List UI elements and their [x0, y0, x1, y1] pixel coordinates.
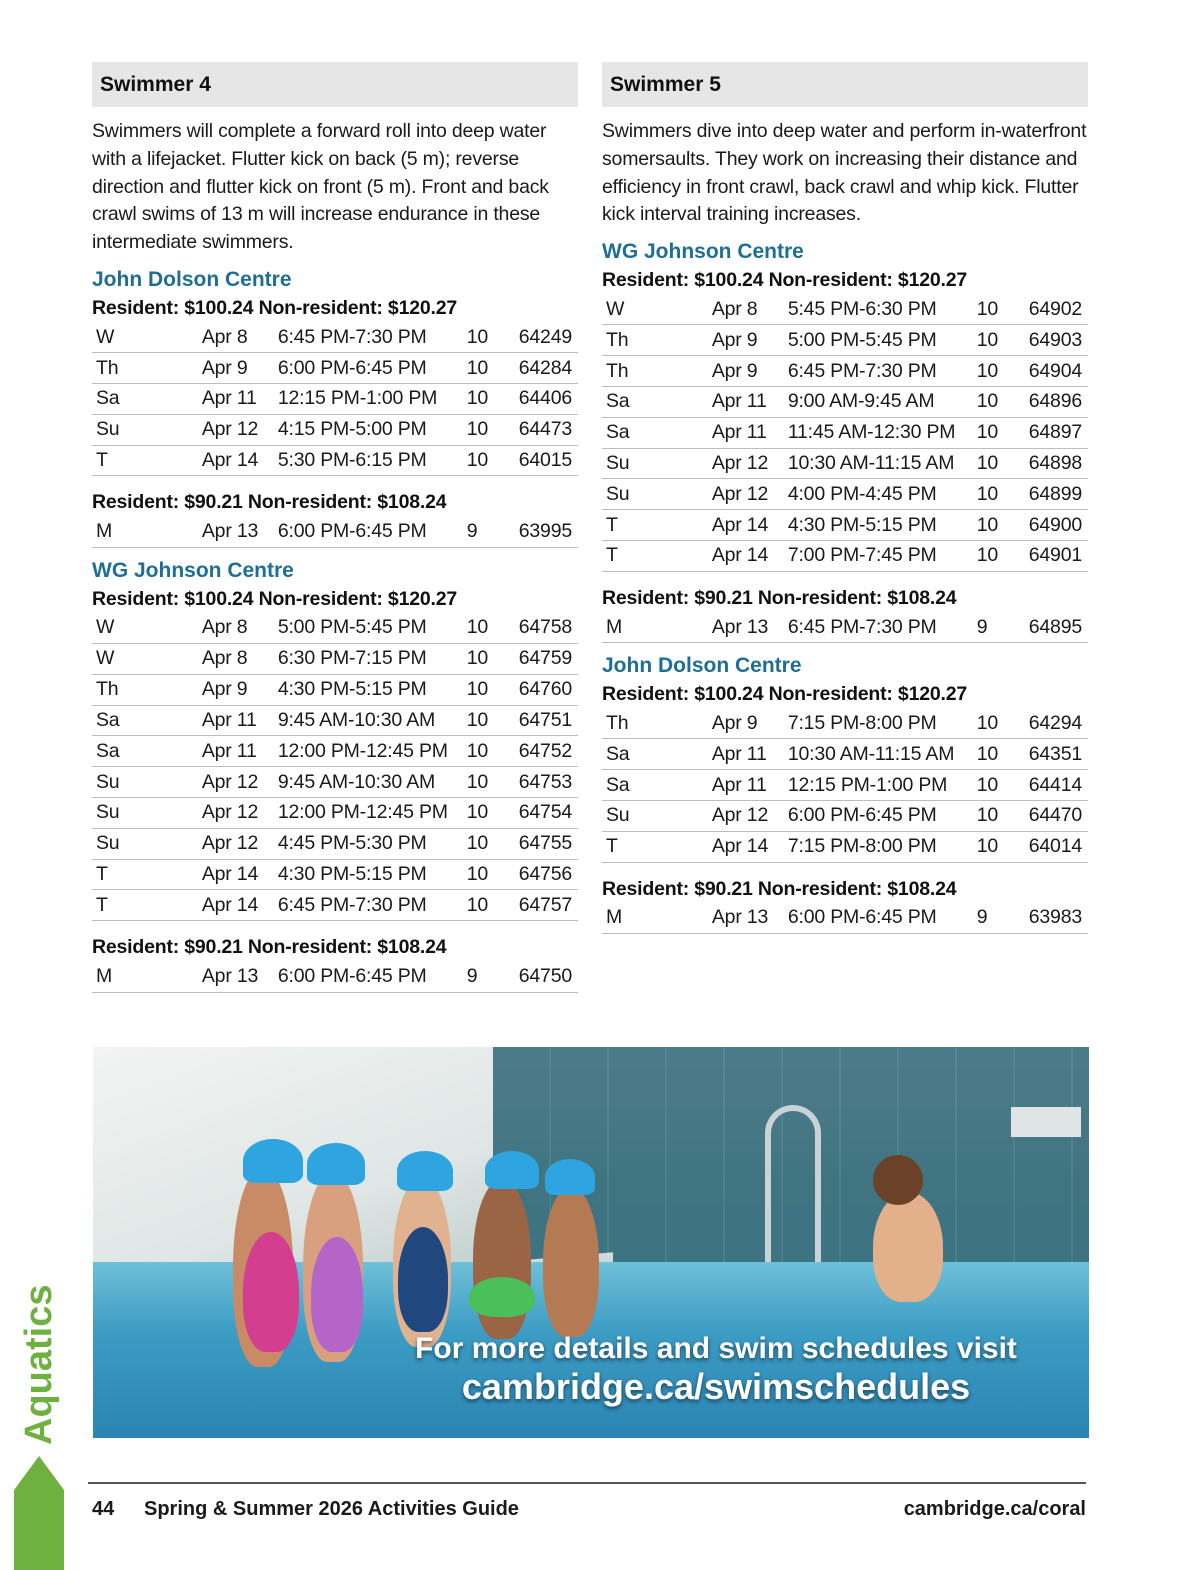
table-row	[92, 767, 578, 798]
date-cell: Apr 12	[198, 414, 274, 445]
price-line: Resident: $100.24 Non-resident: $120.27	[92, 587, 458, 610]
weeks-cell: 10	[463, 613, 515, 644]
date-cell: Apr 13	[708, 903, 784, 934]
table-row	[602, 708, 1088, 739]
table-row	[92, 384, 578, 415]
weeks-cell: 10	[463, 736, 515, 767]
price-line: Resident: $90.21 Non-resident: $108.24	[602, 877, 957, 900]
footer-url[interactable]: cambridge.ca/coral	[903, 1498, 1086, 1520]
photo-swim-cap-3	[397, 1151, 453, 1191]
weeks-cell: 10	[973, 708, 1025, 739]
table-row	[602, 479, 1088, 510]
date-cell: Apr 12	[198, 798, 274, 829]
time-cell: 4:00 PM-4:45 PM	[784, 479, 973, 510]
table-row	[602, 510, 1088, 541]
photo-swim-cap-5	[545, 1159, 595, 1195]
day-cell: W	[602, 294, 708, 325]
day-cell: T	[92, 890, 198, 921]
course-code-cell: 64904	[1025, 356, 1088, 387]
course-code-cell: 63995	[515, 516, 578, 547]
weeks-cell: 10	[463, 644, 515, 675]
date-cell: Apr 14	[198, 890, 274, 921]
table-row	[602, 541, 1088, 572]
table-row	[602, 294, 1088, 325]
weeks-cell: 9	[973, 903, 1025, 934]
course-code-cell: 64294	[1025, 708, 1088, 739]
table-row	[602, 612, 1088, 643]
day-cell: Su	[92, 798, 198, 829]
course-code-cell: 64895	[1025, 612, 1088, 643]
photo-swim-cap-1	[243, 1139, 303, 1183]
time-cell: 9:45 AM-10:30 AM	[274, 705, 463, 736]
time-cell: 5:00 PM-5:45 PM	[784, 325, 973, 356]
date-cell: Apr 11	[198, 384, 274, 415]
time-cell: 6:45 PM-7:30 PM	[274, 890, 463, 921]
day-cell: W	[92, 322, 198, 353]
time-cell: 7:15 PM-8:00 PM	[784, 708, 973, 739]
course-code-cell: 64249	[515, 322, 578, 353]
location-heading: John Dolson Centre	[92, 267, 292, 291]
weeks-cell: 10	[973, 387, 1025, 418]
photo-child-3-swimsuit	[398, 1227, 448, 1332]
price-line: Resident: $90.21 Non-resident: $108.24	[92, 491, 447, 514]
weeks-cell: 10	[973, 356, 1025, 387]
date-cell: Apr 9	[708, 325, 784, 356]
time-cell: 4:15 PM-5:00 PM	[274, 414, 463, 445]
weeks-cell: 9	[463, 961, 515, 992]
weeks-cell: 10	[463, 705, 515, 736]
weeks-cell: 10	[463, 828, 515, 859]
schedule-table	[92, 516, 578, 547]
swimmer-4-heading: Swimmer 4	[92, 62, 578, 107]
photo-instructor-hair	[873, 1155, 923, 1205]
course-code-cell: 64898	[1025, 448, 1088, 479]
course-code-cell: 64897	[1025, 417, 1088, 448]
price-line: Resident: $100.24 Non-resident: $120.27	[92, 296, 458, 319]
course-code-cell: 64750	[515, 961, 578, 992]
date-cell: Apr 12	[708, 801, 784, 832]
weeks-cell: 10	[463, 445, 515, 476]
course-code-cell: 64014	[1025, 831, 1088, 862]
weeks-cell: 10	[463, 322, 515, 353]
course-code-cell: 64902	[1025, 294, 1088, 325]
swimmer-5-column	[602, 62, 1088, 934]
day-cell: M	[92, 516, 198, 547]
course-code-cell: 63983	[1025, 903, 1088, 934]
course-code-cell: 64752	[515, 736, 578, 767]
date-cell: Apr 11	[708, 387, 784, 418]
date-cell: Apr 12	[708, 479, 784, 510]
side-tab-arrow-icon	[14, 1456, 64, 1490]
date-cell: Apr 14	[708, 831, 784, 862]
date-cell: Apr 14	[708, 541, 784, 572]
price-line: Resident: $100.24 Non-resident: $120.27	[602, 683, 968, 706]
day-cell: Sa	[602, 739, 708, 770]
photo-pool-ladder	[765, 1105, 821, 1285]
weeks-cell: 10	[973, 294, 1025, 325]
time-cell: 12:00 PM-12:45 PM	[274, 798, 463, 829]
course-code-cell: 64760	[515, 674, 578, 705]
weeks-cell: 10	[463, 674, 515, 705]
date-cell: Apr 14	[198, 445, 274, 476]
swimmer-4-sections	[92, 266, 578, 993]
day-cell: M	[92, 961, 198, 992]
weeks-cell: 10	[463, 384, 515, 415]
time-cell: 7:15 PM-8:00 PM	[784, 831, 973, 862]
time-cell: 6:45 PM-7:30 PM	[784, 356, 973, 387]
day-cell: M	[602, 612, 708, 643]
time-cell: 12:15 PM-1:00 PM	[784, 770, 973, 801]
table-row	[602, 356, 1088, 387]
table-row	[92, 516, 578, 547]
price-line: Resident: $100.24 Non-resident: $120.27	[602, 269, 968, 292]
weeks-cell: 9	[463, 516, 515, 547]
course-code-cell: 64758	[515, 613, 578, 644]
day-cell: Sa	[602, 770, 708, 801]
table-row	[92, 644, 578, 675]
time-cell: 10:30 AM-11:15 AM	[784, 739, 973, 770]
date-cell: Apr 12	[198, 767, 274, 798]
table-row	[602, 831, 1088, 862]
day-cell: T	[602, 510, 708, 541]
swim-lesson-photo	[93, 1047, 1089, 1438]
day-cell: Th	[602, 356, 708, 387]
location-heading: WG Johnson Centre	[92, 558, 294, 582]
table-row	[92, 961, 578, 992]
course-code-cell: 64406	[515, 384, 578, 415]
banner-caption	[93, 1331, 1089, 1407]
course-code-cell: 64899	[1025, 479, 1088, 510]
swimmer-5-sections	[602, 238, 1088, 934]
table-row	[92, 859, 578, 890]
date-cell: Apr 8	[198, 322, 274, 353]
footer-guide-title: Spring & Summer 2026 Activities Guide	[144, 1498, 519, 1520]
time-cell: 6:00 PM-6:45 PM	[274, 353, 463, 384]
time-cell: 6:45 PM-7:30 PM	[784, 612, 973, 643]
date-cell: Apr 12	[708, 448, 784, 479]
schedule-table	[602, 708, 1088, 862]
time-cell: 12:00 PM-12:45 PM	[274, 736, 463, 767]
time-cell: 5:45 PM-6:30 PM	[784, 294, 973, 325]
date-cell: Apr 8	[198, 613, 274, 644]
course-code-cell: 64351	[1025, 739, 1088, 770]
photo-child-4-trunks	[469, 1277, 535, 1317]
table-row	[92, 613, 578, 644]
price-line: Resident: $90.21 Non-resident: $108.24	[602, 586, 957, 609]
day-cell: Sa	[92, 384, 198, 415]
weeks-cell: 10	[463, 767, 515, 798]
table-row	[92, 353, 578, 384]
footer-divider	[88, 1482, 1086, 1484]
day-cell: W	[92, 613, 198, 644]
table-row	[92, 798, 578, 829]
time-cell: 11:45 AM-12:30 PM	[784, 417, 973, 448]
date-cell: Apr 9	[198, 353, 274, 384]
day-cell: Sa	[602, 417, 708, 448]
schedule-table	[92, 322, 578, 476]
day-cell: Su	[92, 414, 198, 445]
date-cell: Apr 12	[198, 828, 274, 859]
table-row	[602, 739, 1088, 770]
location-heading: John Dolson Centre	[602, 654, 802, 678]
course-code-cell: 64757	[515, 890, 578, 921]
schedule-table	[602, 903, 1088, 934]
date-cell: Apr 13	[198, 961, 274, 992]
weeks-cell: 10	[463, 890, 515, 921]
photo-child-5	[543, 1187, 599, 1337]
day-cell: Su	[602, 801, 708, 832]
time-cell: 4:30 PM-5:15 PM	[274, 674, 463, 705]
swimmer-4-description: Swimmers will complete a forward roll into deep water with a lifejacket. Flutter kick on back (5 m); reverse direction and flutter kick on front (5 m). Front and back crawl swims of 13 m will increase endurance in these intermediate swimmers.	[92, 120, 549, 254]
date-cell: Apr 14	[708, 510, 784, 541]
time-cell: 9:00 AM-9:45 AM	[784, 387, 973, 418]
course-code-cell: 64901	[1025, 541, 1088, 572]
date-cell: Apr 11	[198, 736, 274, 767]
date-cell: Apr 9	[708, 356, 784, 387]
table-row	[92, 414, 578, 445]
date-cell: Apr 9	[198, 674, 274, 705]
weeks-cell: 10	[463, 798, 515, 829]
day-cell: Su	[602, 448, 708, 479]
time-cell: 10:30 AM-11:15 AM	[784, 448, 973, 479]
time-cell: 6:45 PM-7:30 PM	[274, 322, 463, 353]
day-cell: M	[602, 903, 708, 934]
table-row	[92, 705, 578, 736]
time-cell: 9:45 AM-10:30 AM	[274, 767, 463, 798]
table-row	[602, 387, 1088, 418]
weeks-cell: 10	[463, 414, 515, 445]
table-row	[602, 770, 1088, 801]
weeks-cell: 10	[973, 448, 1025, 479]
time-cell: 4:30 PM-5:15 PM	[784, 510, 973, 541]
time-cell: 5:30 PM-6:15 PM	[274, 445, 463, 476]
table-row	[92, 828, 578, 859]
table-row	[92, 674, 578, 705]
table-row	[92, 736, 578, 767]
weeks-cell: 10	[463, 353, 515, 384]
day-cell: Su	[92, 828, 198, 859]
schedule-table	[92, 961, 578, 992]
table-row	[92, 322, 578, 353]
date-cell: Apr 13	[708, 612, 784, 643]
time-cell: 6:00 PM-6:45 PM	[784, 903, 973, 934]
weeks-cell: 10	[973, 770, 1025, 801]
date-cell: Apr 11	[708, 417, 784, 448]
course-code-cell: 64751	[515, 705, 578, 736]
course-code-cell: 64754	[515, 798, 578, 829]
photo-swim-cap-2	[307, 1143, 365, 1185]
course-code-cell: 64414	[1025, 770, 1088, 801]
time-cell: 5:00 PM-5:45 PM	[274, 613, 463, 644]
day-cell: Th	[92, 353, 198, 384]
table-row	[602, 448, 1088, 479]
table-row	[602, 417, 1088, 448]
course-code-cell: 64753	[515, 767, 578, 798]
table-row	[602, 801, 1088, 832]
course-code-cell: 64759	[515, 644, 578, 675]
weeks-cell: 10	[973, 479, 1025, 510]
date-cell: Apr 11	[198, 705, 274, 736]
date-cell: Apr 14	[198, 859, 274, 890]
course-code-cell: 64896	[1025, 387, 1088, 418]
schedule-table	[92, 613, 578, 921]
banner-caption-url[interactable]: cambridge.ca/swimschedules	[461, 1366, 971, 1407]
photo-lifeguard-stand	[1011, 1107, 1081, 1137]
time-cell: 12:15 PM-1:00 PM	[274, 384, 463, 415]
table-row	[602, 903, 1088, 934]
weeks-cell: 10	[973, 831, 1025, 862]
day-cell: T	[602, 541, 708, 572]
date-cell: Apr 13	[198, 516, 274, 547]
day-cell: T	[92, 445, 198, 476]
day-cell: Sa	[602, 387, 708, 418]
weeks-cell: 10	[973, 510, 1025, 541]
time-cell: 6:00 PM-6:45 PM	[784, 801, 973, 832]
day-cell: Sa	[92, 705, 198, 736]
weeks-cell: 9	[973, 612, 1025, 643]
swimmer-5-description: Swimmers dive into deep water and perform in-waterfront somersaults. They work on increasing their distance and efficiency in front crawl, back crawl and whip kick. Flutter kick interval training increases.	[602, 120, 1087, 226]
table-row	[92, 890, 578, 921]
photo-swim-cap-4	[485, 1151, 539, 1189]
day-cell: Sa	[92, 736, 198, 767]
course-code-cell: 64015	[515, 445, 578, 476]
course-code-cell: 64470	[1025, 801, 1088, 832]
date-cell: Apr 11	[708, 739, 784, 770]
day-cell: W	[92, 644, 198, 675]
weeks-cell: 10	[973, 801, 1025, 832]
time-cell: 7:00 PM-7:45 PM	[784, 541, 973, 572]
photo-instructor	[873, 1192, 943, 1302]
course-code-cell: 64755	[515, 828, 578, 859]
course-code-cell: 64284	[515, 353, 578, 384]
location-heading: WG Johnson Centre	[602, 240, 804, 264]
weeks-cell: 10	[973, 739, 1025, 770]
course-code-cell: 64903	[1025, 325, 1088, 356]
day-cell: T	[92, 859, 198, 890]
day-cell: Su	[602, 479, 708, 510]
schedule-table	[602, 294, 1088, 572]
date-cell: Apr 8	[198, 644, 274, 675]
weeks-cell: 10	[463, 859, 515, 890]
day-cell: Th	[92, 674, 198, 705]
table-row	[602, 325, 1088, 356]
day-cell: Su	[92, 767, 198, 798]
day-cell: Th	[602, 708, 708, 739]
time-cell: 4:30 PM-5:15 PM	[274, 859, 463, 890]
weeks-cell: 10	[973, 541, 1025, 572]
time-cell: 6:30 PM-7:15 PM	[274, 644, 463, 675]
date-cell: Apr 8	[708, 294, 784, 325]
weeks-cell: 10	[973, 417, 1025, 448]
price-line: Resident: $90.21 Non-resident: $108.24	[92, 936, 447, 959]
time-cell: 6:00 PM-6:45 PM	[274, 516, 463, 547]
date-cell: Apr 9	[708, 708, 784, 739]
banner-caption-line1: For more details and swim schedules visit	[415, 1332, 1017, 1365]
swimmer-4-column	[92, 62, 578, 993]
section-side-label: Aquatics	[18, 1284, 60, 1445]
schedule-table	[602, 612, 1088, 643]
course-code-cell: 64473	[515, 414, 578, 445]
side-tab-marker	[14, 1490, 64, 1570]
course-code-cell: 64756	[515, 859, 578, 890]
time-cell: 6:00 PM-6:45 PM	[274, 961, 463, 992]
footer-page-number: 44	[92, 1498, 115, 1520]
time-cell: 4:45 PM-5:30 PM	[274, 828, 463, 859]
course-code-cell: 64900	[1025, 510, 1088, 541]
day-cell: T	[602, 831, 708, 862]
table-row	[92, 445, 578, 476]
day-cell: Th	[602, 325, 708, 356]
swimmer-5-heading: Swimmer 5	[602, 62, 1088, 107]
date-cell: Apr 11	[708, 770, 784, 801]
weeks-cell: 10	[973, 325, 1025, 356]
